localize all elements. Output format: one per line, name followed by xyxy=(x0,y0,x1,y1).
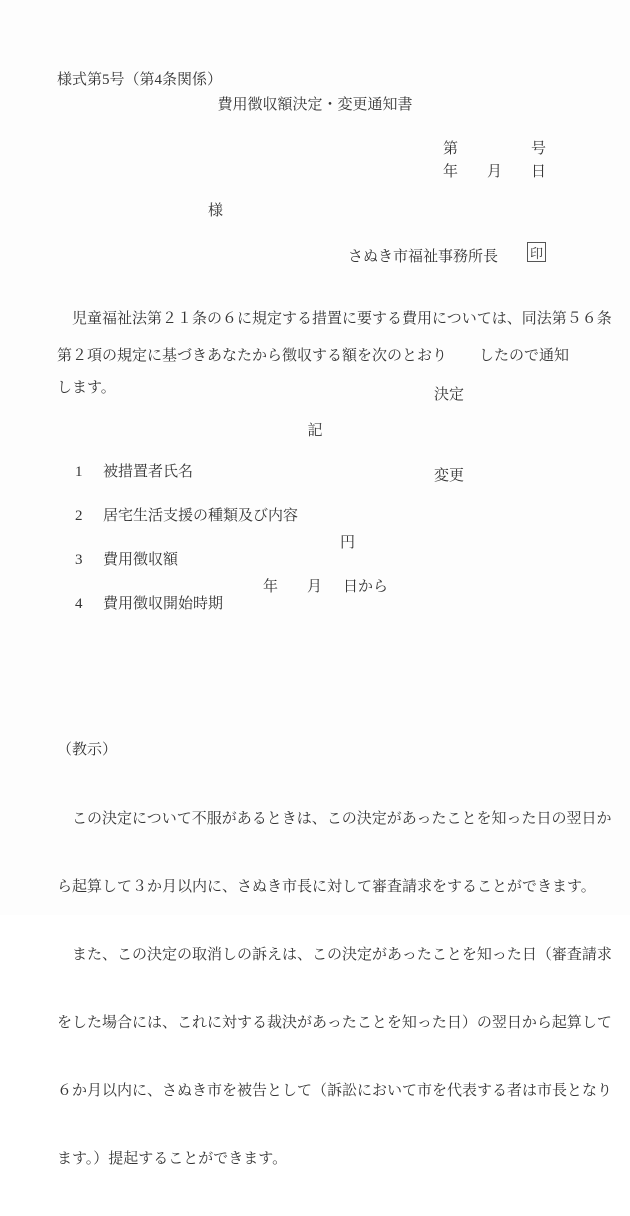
body-line-3: します。 xyxy=(57,380,116,396)
seal-box xyxy=(527,242,546,262)
item-number: 2 xyxy=(75,508,83,524)
item-number: 1 xyxy=(75,464,83,480)
issuer-title: さぬき市福祉事務所長 xyxy=(348,249,499,265)
notice-line: ら起算して３か月以内に、さぬき市長に対して審査請求をすることができます。 xyxy=(57,878,596,895)
item-number: 3 xyxy=(75,552,83,568)
addressee-honorific: 様 xyxy=(208,203,224,219)
notice-line: ６か月以内に、さぬき市を被告として（訴訟において市を代表する者は市長となり xyxy=(57,1082,613,1099)
date-day-label: 日 xyxy=(530,164,546,180)
form-number: 様式第5号（第4条関係） xyxy=(57,72,223,88)
notice-line: この決定について不服があるときは、この決定があったことを知った日の翌日か xyxy=(57,810,612,827)
start-year-label: 年 xyxy=(263,579,279,595)
body-line-1: 児童福祉法第２１条の６に規定する措置に要する費用については、同法第５６条 xyxy=(57,311,612,327)
item-label: 被措置者氏名 xyxy=(103,464,194,480)
notice-line: ます。）提起することができます。 xyxy=(57,1151,288,1168)
body-line-2-continuation: したので通知 xyxy=(479,348,570,364)
start-month-label: 月 xyxy=(307,579,323,595)
notice-heading: （教示） xyxy=(57,742,118,759)
item-label: 居宅生活支援の種類及び内容 xyxy=(103,508,299,524)
document-number-suffix: 号 xyxy=(530,141,546,157)
date-year-label: 年 xyxy=(443,164,459,180)
date-month-label: 月 xyxy=(486,164,502,180)
item-row-collection-start xyxy=(57,575,577,681)
stack-decision-label: 決定 xyxy=(434,387,465,403)
notice-line: また、この決定の取消しの訴えは、この決定があったことを知った日（審査請求 xyxy=(57,946,612,963)
document-title: 費用徴収額決定・変更通知書 xyxy=(217,97,413,113)
item-number: 4 xyxy=(75,596,83,612)
start-day-from-label: 日から xyxy=(343,579,389,595)
body-line-2: 第２項の規定に基づきあなたから徴収する額を次のとおり xyxy=(57,348,448,364)
item-label: 費用徴収額 xyxy=(103,552,179,568)
document-number-line xyxy=(443,137,546,158)
unit-yen-label: 円 xyxy=(340,535,356,551)
record-marker: 記 xyxy=(307,423,323,439)
item-label: 費用徴収開始時期 xyxy=(103,596,224,612)
date-line xyxy=(443,160,546,181)
legal-notice xyxy=(57,694,613,1216)
document-number-prefix: 第 xyxy=(443,141,459,157)
stack-change-label: 変更 xyxy=(434,468,465,484)
notice-line: をした場合には、これに対する裁決があったことを知った日）の翌日から起算して xyxy=(57,1014,612,1031)
seal-mark: 印 xyxy=(529,245,543,261)
